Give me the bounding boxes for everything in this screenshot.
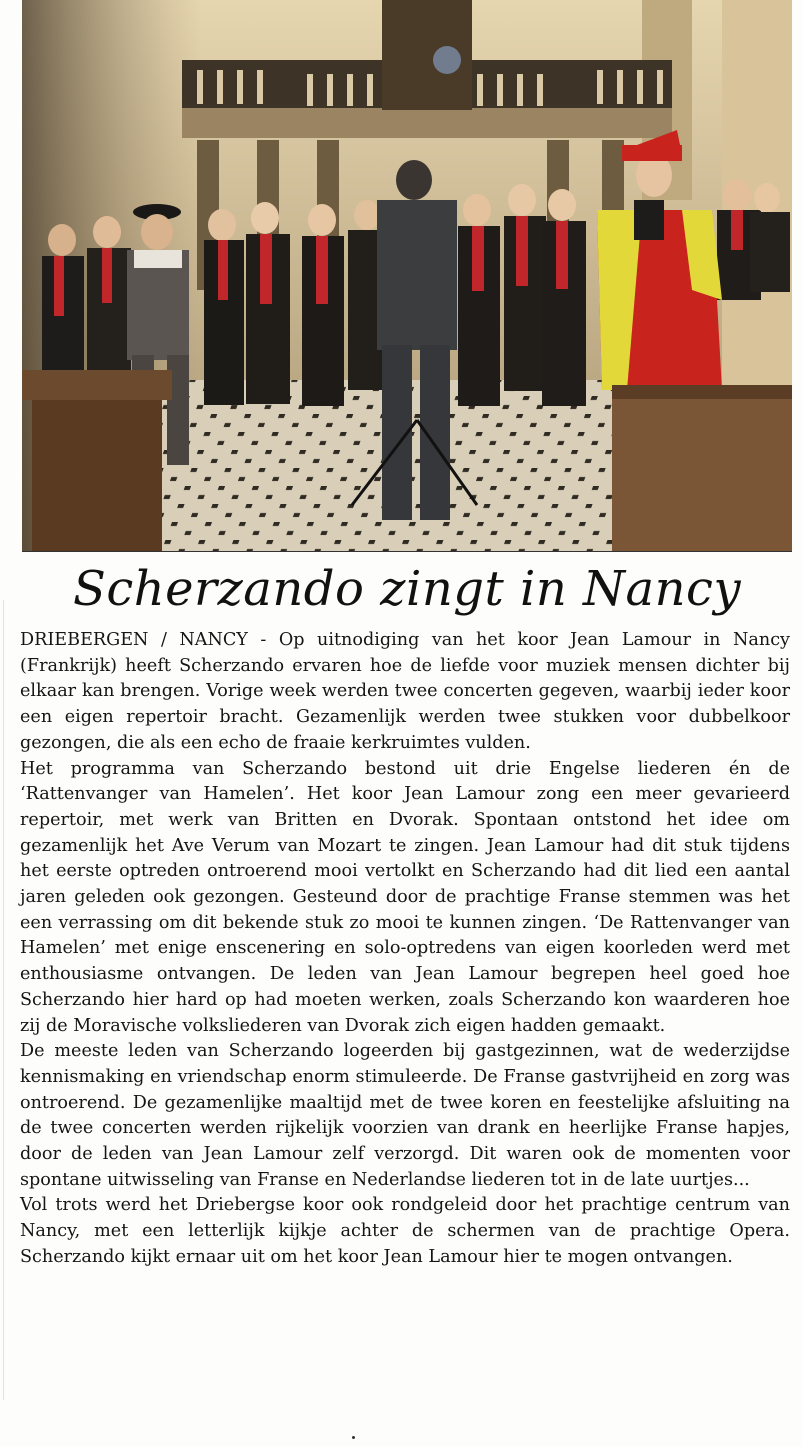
article-paragraph: DRIEBERGEN / NANCY - Op uitnodiging van het koor Jean Lamour in Nancy (Frankrijk) heeft Scherzando ervaren hoe de liefde voor muziek mensen dichter bij elkaar kan brengen. Vorige week werden twee concerten gegeven, waarbij ieder koor een eigen repertoir bracht. Gezamenlijk werden twee stukken voor dubbelkoor gezongen, die als een echo de fraaie kerkruimtes vulden. <box>20 630 790 753</box>
article-paragraph: De meeste leden van Scherzando logeerden bij gastgezinnen, wat de wederzijdse kennismaking en vriendschap enorm stimuleerde. De Franse gastvrijheid en zorg was ontroerend. De gezamenlijke maaltijd met de twee koren en feestelijke afsluiting na de twee concerten werden rijkelijk voorzien van drank en heerlijke Franse hapjes, door de leden van Jean Lamour zelf verzorgd. Dit waren ook de momenten voor spontane uitwisseling van Franse en Nederlandse liederen tot in de late uurtjes... <box>20 1041 790 1190</box>
article-paragraph: Het programma van Scherzando bestond uit drie Engelse liederen én de ‘Rattenvanger van Hamelen’. Het koor Jean Lamour zong een meer gevarieerd repertoir, met werk van Britten en Dvorak. Spontaan ontstond het idee om gezamenlijk het Ave Verum van Mozart te zingen. Jean Lamour had dit stuk tijdens het eerste optreden ontroerend mooi vertolkt en Scherzando had dit lied een aantal jaren geleden ook gezongen. Gesteund door de prachtige Franse stemmen was het een verrassing om dit bekende stuk zo mooi te kunnen zingen. ‘De Rattenvanger van Hamelen’ met enige enscenering en solo-optredens van eigen koorleden werd met enthousiasme ontvangen. De leden van Jean Lamour begrepen heel goed hoe Scherzando hier hard op had moeten werken, zoals Scherzando kon waarderen hoe zij de Moravische volksliederen van Dvorak zich eigen hadden gemaakt. <box>20 758 790 1036</box>
margin-rule <box>3 600 4 1400</box>
headline: Scherzando zingt in Nancy <box>72 561 742 617</box>
article-paragraph: Vol trots werd het Driebergse koor ook rondgeleid door het prachtige centrum van Nancy, met een letterlijk kijkje achter de schermen van de prachtige Opera. Scherzando kijkt ernaar uit om het koor Jean Lamour hier te mogen ontvangen. <box>20 1195 790 1267</box>
lectern <box>22 370 172 400</box>
pew <box>612 385 792 551</box>
choir-photo <box>22 0 792 552</box>
article-body <box>20 628 790 1271</box>
print-speck <box>352 1436 355 1439</box>
